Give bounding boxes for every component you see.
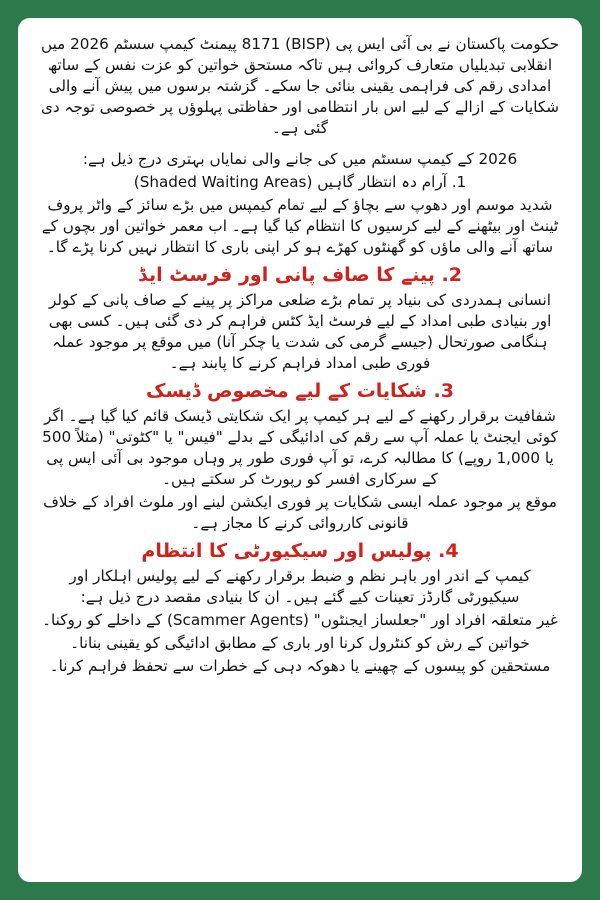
section1-heading: 1. آرام دہ انتظار گاہیں (Shaded Waiting Areas) <box>133 173 467 191</box>
section4-heading: 4. پولیس اور سیکیورٹی کا انتظام <box>141 540 459 562</box>
section4-item: خواتین کے رش کو کنٹرول کرنا اور باری کے مطابق ادائیگی کو یقینی بنانا۔ <box>70 634 530 652</box>
section3-body-2: موقع پر موجود عملہ ایسی شکایات پر فوری ایکشن لینے اور ملوث افراد کے خلاف قانونی کارروائی کرنے کا مجاز ہے۔ <box>43 493 557 532</box>
section4-body: کیمپ کے اندر اور باہر نظم و ضبط برقرار رکھنے کے لیے پولیس اہلکار اور سیکیورٹی گارڈز تعینات کیے گئے ہیں۔ ان کا بنیادی مقصد درج ذیل ہے: <box>69 567 531 606</box>
section4-item: مستحقین کو پیسوں کے چھینے یا دھوکہ دہی کے خطرات سے تحفظ فراہم کرنا۔ <box>49 657 551 675</box>
section1-body: شدید موسم اور دھوپ سے بچاؤ کے لیے تمام کیمپس میں بڑے سائز کے واٹر پروف ٹینٹ اور بیٹھنے کے لیے کرسیوں کا انتظام کیا گیا ہے۔ اب معمر خواتین اور بچوں کے ساتھ آنے والی ماؤں کو گھنٹوں کھڑے ہو کر اپنی باری کا انتظار نہیں کرنا پڑے گا۔ <box>41 196 559 256</box>
improvements-intro: 2026 کے کیمپ سسٹم میں کی جانے والی نمایاں بہتری درج ذیل ہے: <box>82 150 518 168</box>
section2-body: انسانی ہمدردی کی بنیاد پر تمام بڑے ضلعی مراکز پر پینے کے صاف پانی کے کولر اور بنیادی طبی امداد کے لیے فرسٹ ایڈ کٹس فراہم کر دی گئی ہیں۔ کسی بھی ہنگامی صورتحال (جیسے گرمی کی شدت یا چکر آنا) میں موقع پر موجود عملہ فوری طبی امداد فراہم کرنے کا پابند ہے۔ <box>48 291 552 372</box>
section3-body-1: شفافیت برقرار رکھنے کے لیے ہر کیمپ پر ایک شکایتی ڈیسک قائم کیا گیا ہے۔ اگر کوئی ایجنٹ یا عملہ آپ سے رقم کی ادائیگی کے بدلے "فیس" یا "کٹوتی" (مثلاً 500 یا 1,000 روپے) کا مطالبہ کرے، تو آپ فوری طور پر وہاں موجود بی آئی ایس پی کے سرکاری افسر کو رپورٹ کر سکتے ہیں۔ <box>42 407 558 488</box>
section4-item: غیر متعلقہ افراد اور "جعلساز ایجنٹوں" (Scammer Agents) کے داخلے کو روکنا۔ <box>42 611 558 629</box>
section2-heading: 2. پینے کا صاف پانی اور فرسٹ ایڈ <box>138 264 462 286</box>
article-card <box>18 18 582 882</box>
intro-paragraph: حکومت پاکستان نے بی آئی ایس پی (BISP) 8171 پیمنٹ کیمپ سسٹم 2026 میں انقلابی تبدیلیاں متعارف کروائی ہیں تاکہ مستحق خواتین کو عزت نفس کے ساتھ امدادی رقم کی فراہمی یقینی بنائی جا سکے۔ گزشتہ برسوں میں پیش آنے والی شکایات کے ازالے کے لیے اس بار انتظامی اور حفاظتی پہلوؤں پر خصوصی توجہ دی گئی ہے۔ <box>41 35 559 137</box>
section3-heading: 3. شکایات کے لیے مخصوص ڈیسک <box>146 380 454 402</box>
spacer <box>40 141 560 149</box>
article-content <box>40 34 560 679</box>
